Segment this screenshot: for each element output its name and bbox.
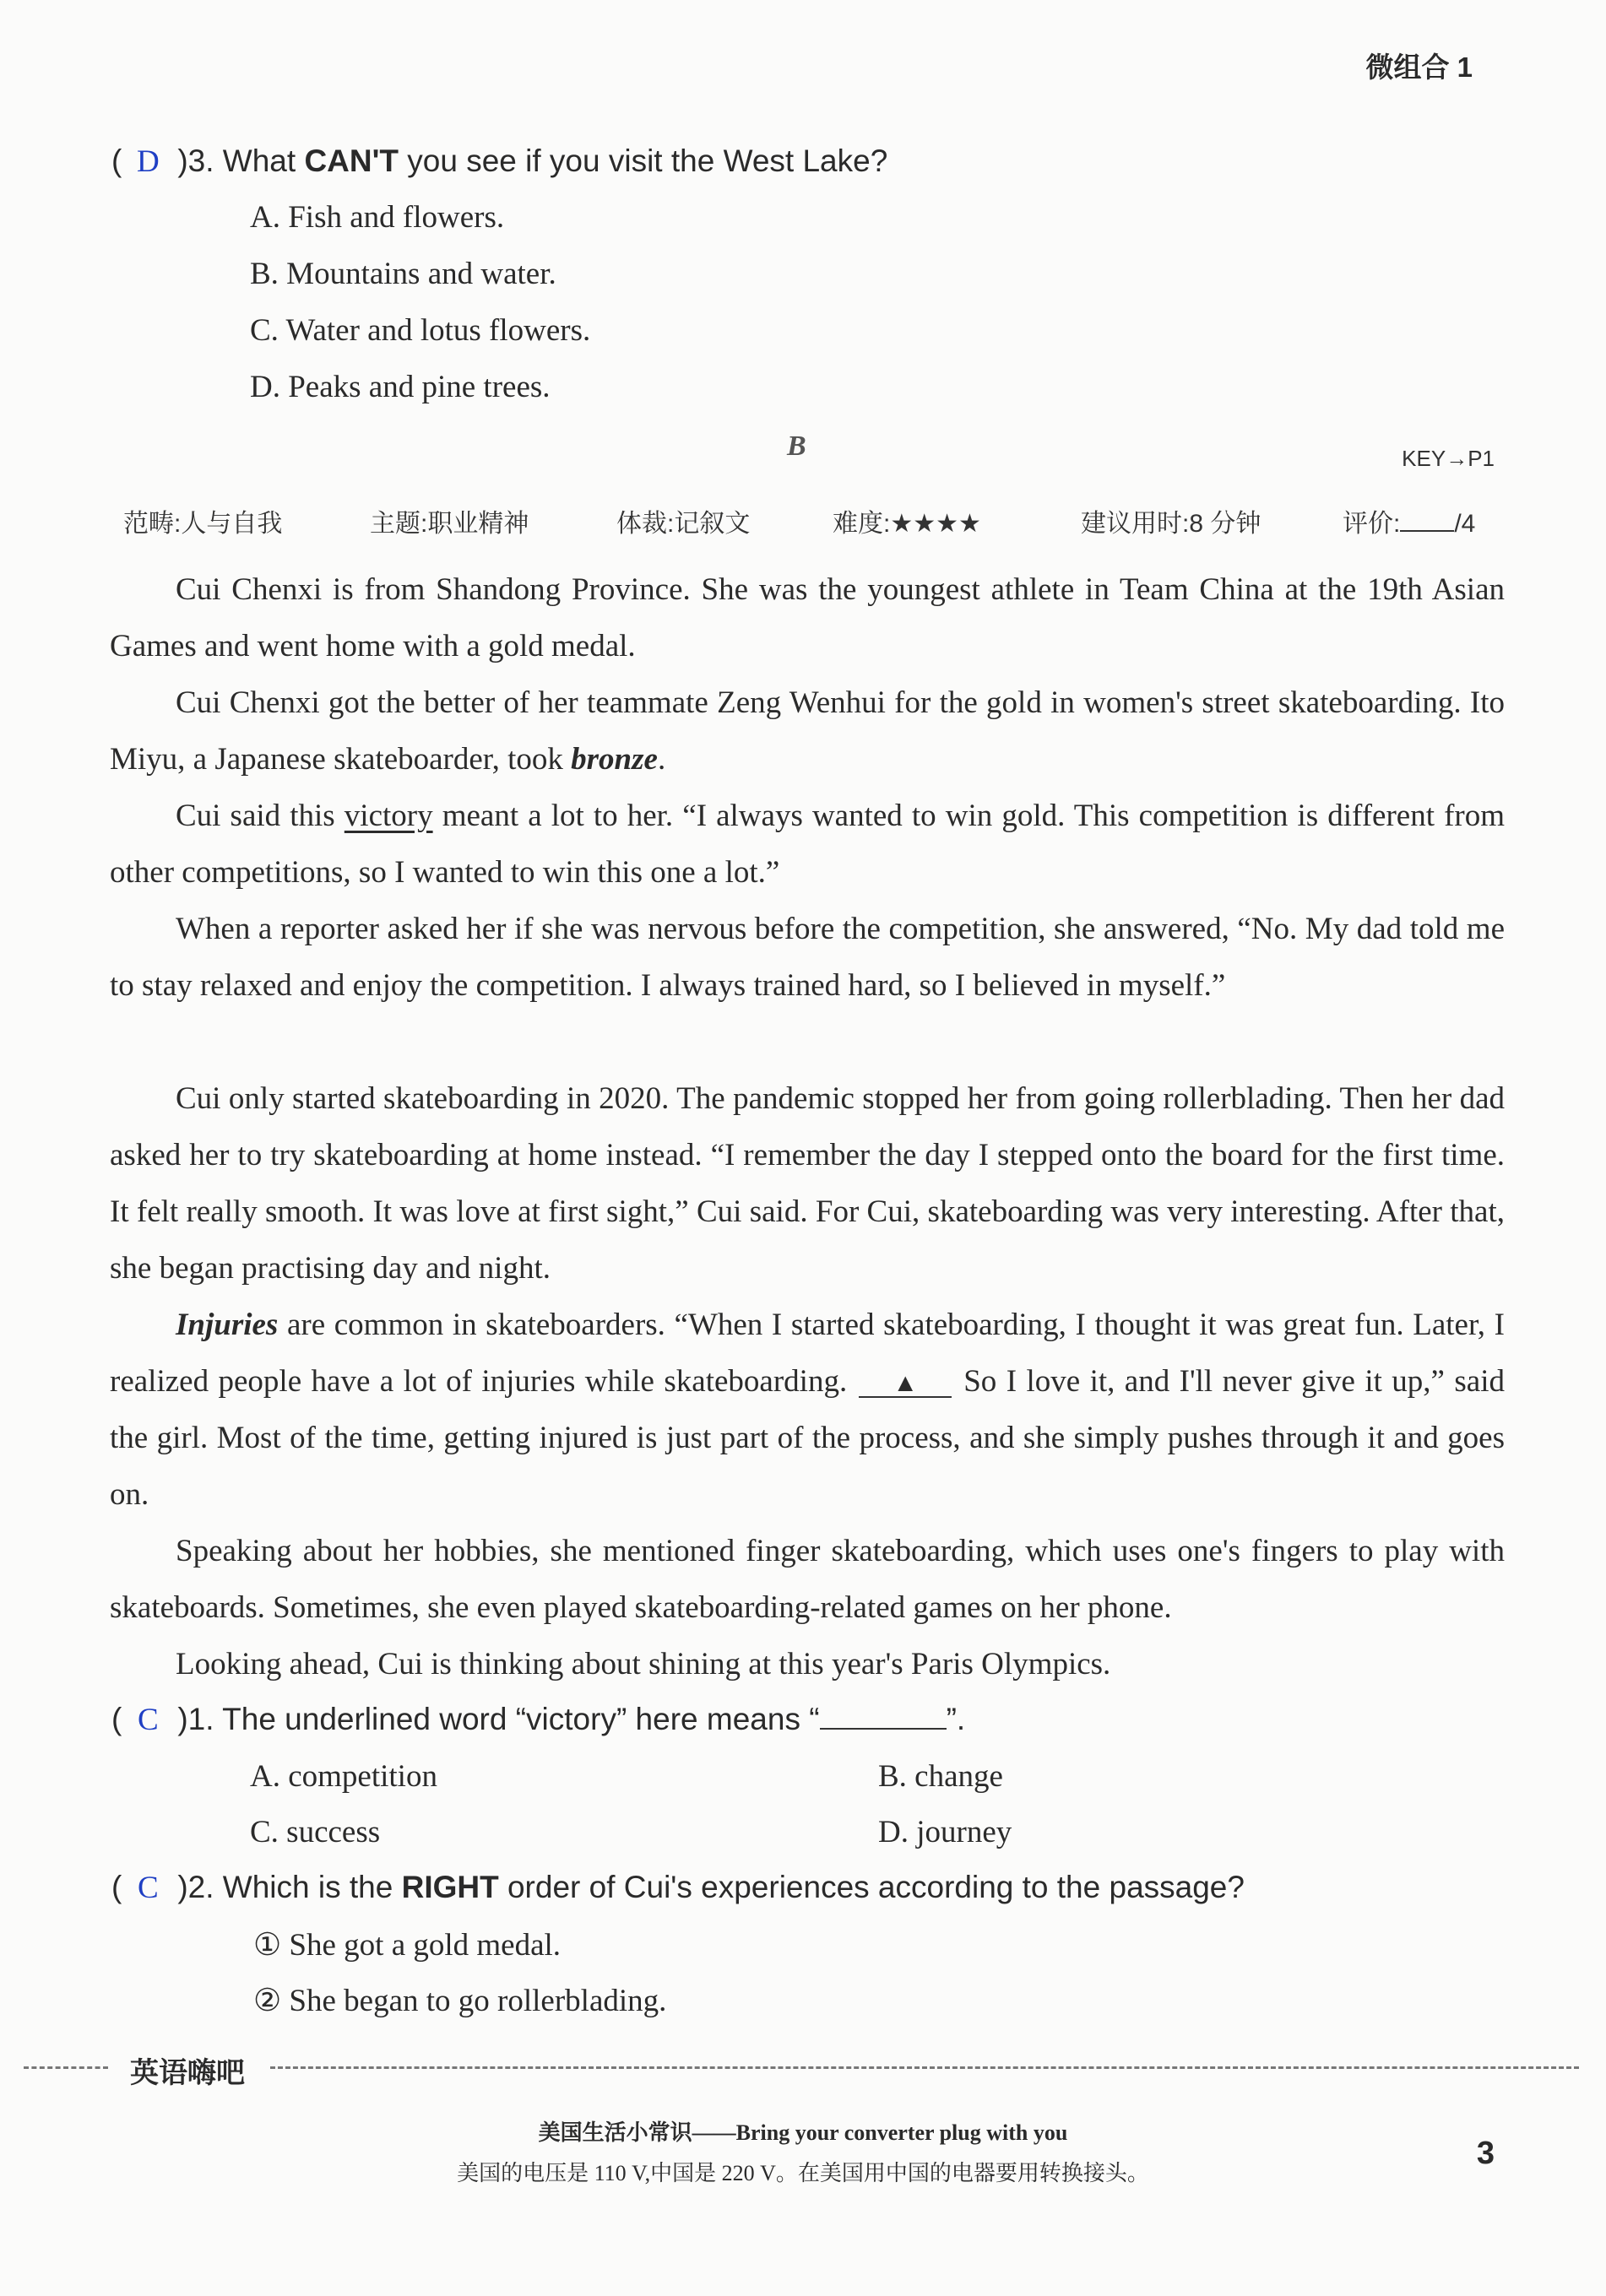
q3-text-post: you see if you visit the West Lake?: [399, 144, 888, 178]
q2-text-bold: RIGHT: [401, 1870, 499, 1904]
answer-q2: C: [137, 1871, 159, 1905]
meta-genre: 体裁:记叙文: [616, 510, 751, 538]
footer-tip-title: 美国生活小常识——Bring your converter plug with you: [538, 2120, 1068, 2145]
meta-time: 建议用时:8 分钟: [1081, 510, 1261, 538]
footer-tip-text: 美国的电压是 110 V,中国是 220 V。在美国用中国的电器要用转换接头。: [457, 2161, 1149, 2185]
answer-key-ref: KEY→P1: [1402, 446, 1495, 471]
q1-number: )1.: [177, 1702, 214, 1736]
meta-scope: 范畴:人与自我: [123, 510, 283, 538]
section-label: 微组合 1: [1365, 51, 1473, 83]
meta-score: [1343, 502, 1475, 539]
q2-number: )2.: [177, 1870, 214, 1904]
q3-text-bold: CAN'T: [304, 144, 399, 178]
passage-paragraph-7: Speaking about her hobbies, she mentioned finger skateboarding, which uses one's fingers to play with skateboards. Sometimes, she even played skateboarding-related games on her phone.: [110, 1534, 1505, 1625]
blank-marker[interactable]: ▲: [859, 1371, 952, 1398]
q3-option-a: A. Fish and flowers.: [250, 200, 505, 235]
bold-word-bronze: bronze: [571, 742, 658, 777]
answer-q1: C: [137, 1703, 159, 1737]
q2-text-post: order of Cui's experiences according to the passage?: [498, 1870, 1245, 1904]
answer-q3: D: [136, 144, 160, 179]
score-total: /4: [1454, 510, 1476, 538]
q3-option-d: D. Peaks and pine trees.: [250, 370, 551, 404]
q1-option-c: C. success: [250, 1815, 381, 1849]
score-label: 评价:: [1343, 510, 1401, 538]
section-letter: B: [787, 430, 806, 462]
meta-theme: 主题:职业精神: [370, 510, 529, 538]
q3-option-c: C. Water and lotus flowers.: [250, 313, 591, 348]
passage-paragraph-3: Cui said this victory meant a lot to her. “I always wanted to win gold. This competition is different from other competitions, so I wanted to win this one a lot.”: [110, 799, 1505, 890]
q1-blank[interactable]: [820, 1703, 947, 1730]
footer-divider-left: [24, 2066, 108, 2069]
passage-paragraph-2: Cui Chenxi got the better of her teammate Zeng Wenhui for the gold in women's street skateboarding. Ito Miyu, a Japanese skateboarder, took bronze.: [110, 685, 1505, 777]
q2-item-2: ② She began to go rollerblading.: [253, 1984, 667, 2018]
q3-text-pre: What: [222, 144, 305, 178]
question-3: ( D )3. What CAN'T you see if you visit the West Lake?: [111, 144, 888, 179]
bold-word-injuries: Injuries: [176, 1308, 279, 1342]
question-1: ( C )1. The underlined word “victory” here means “ ”.: [111, 1702, 966, 1737]
footer-title: 英语嗨吧: [130, 2057, 245, 2089]
passage-paragraph-4: When a reporter asked her if she was nervous before the competition, she answered, “No. My dad told me to stay relaxed and enjoy the competition. I always trained hard, so I believed in myself.”: [110, 912, 1505, 1003]
q3-number: )3.: [177, 144, 214, 178]
passage-paragraph-8: Looking ahead, Cui is thinking about shining at this year's Paris Olympics.: [176, 1647, 1111, 1681]
page-number: 3: [1476, 2136, 1495, 2171]
q1-text-pre: The underlined word “victory” here means “: [222, 1702, 820, 1736]
passage-paragraph-1: Cui Chenxi is from Shandong Province. She was the youngest athlete in Team China at the 19th Asian Games and went home with a gold medal.: [110, 572, 1505, 663]
footer-divider: [270, 2066, 1579, 2069]
q1-option-d: D. journey: [878, 1815, 1012, 1849]
q2-text-pre: Which is the: [222, 1870, 402, 1904]
passage-paragraph-5: Cui only started skateboarding in 2020. The pandemic stopped her from going rollerblading. Then her dad asked her to try skateboarding at home instead. “I remember the day I stepped onto the board for the first time. It felt really smooth. It was love at first sight,” Cui said. For Cui, skateboarding was very interesting. After that, she began practising day and night.: [110, 1081, 1505, 1286]
question-2: ( C )2. Which is the RIGHT order of Cui's experiences according to the passage?: [111, 1870, 1245, 1905]
q2-item-1: ① She got a gold medal.: [253, 1928, 562, 1963]
meta-difficulty: 难度:★★★★: [833, 510, 981, 538]
q1-option-a: A. competition: [250, 1759, 437, 1794]
score-blank[interactable]: [1400, 530, 1454, 532]
underlined-word-victory: victory: [344, 799, 433, 833]
passage-paragraph-6: Injuries are common in skateboarders. “When I started skateboarding, I thought it was great fun. Later, I realized people have a lot of injuries while skateboarding. ▲ So I love it, and I'll never give it up,” said the girl. Most of the time, getting injured is just part of the process, and she simply pushes through it and goes on.: [110, 1308, 1505, 1512]
q3-option-b: B. Mountains and water.: [250, 257, 556, 291]
q1-option-b: B. change: [878, 1759, 1003, 1794]
q1-text-post: ”.: [946, 1702, 966, 1736]
